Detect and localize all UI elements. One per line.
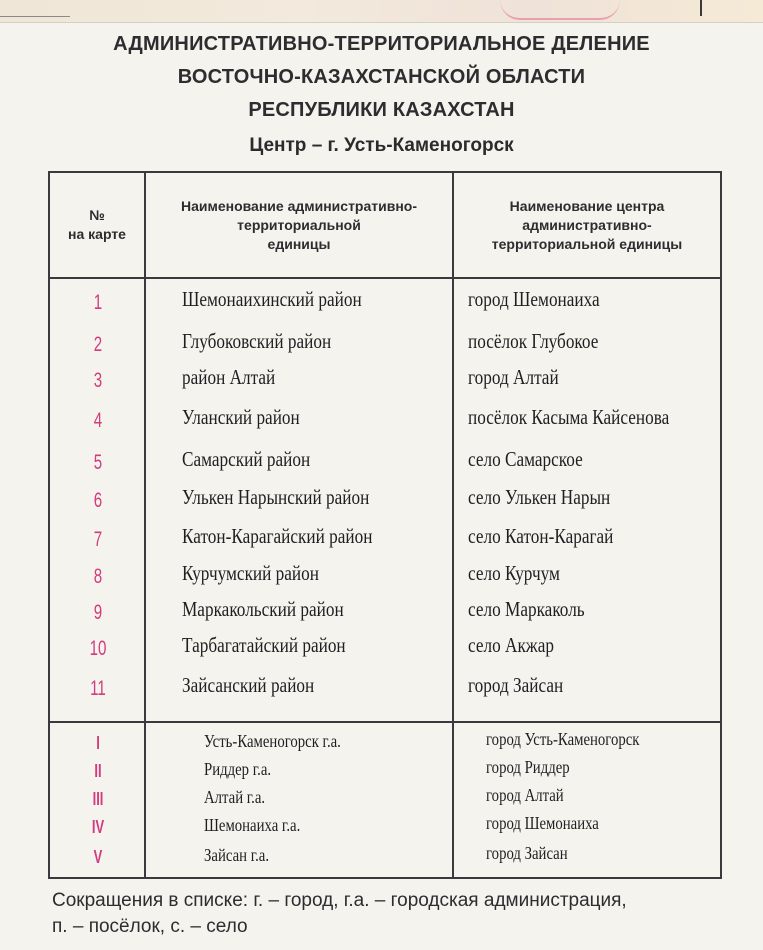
district-center: село Улькен Нарын bbox=[468, 485, 611, 509]
district-number: 5 bbox=[93, 451, 103, 474]
district-center: село Маркаколь bbox=[468, 597, 585, 621]
city-number: I bbox=[96, 733, 100, 753]
title-line-3: РЕСПУБЛИКИ КАЗАХСТАН bbox=[248, 99, 515, 121]
title-line-1: АДМИНИСТРАТИВНО-ТЕРРИТОРИАЛЬНОЕ ДЕЛЕНИЕ bbox=[113, 33, 650, 55]
city-number: IV bbox=[91, 817, 105, 837]
district-center: село Акжар bbox=[468, 633, 554, 657]
city-admin-name: Риддер г.а. bbox=[204, 759, 272, 779]
city-center: город Шемонаиха bbox=[486, 813, 599, 833]
district-number: 6 bbox=[93, 489, 103, 512]
city-center: город Алтай bbox=[486, 785, 564, 805]
district-number: 4 bbox=[93, 409, 103, 432]
district-center: село Самарское bbox=[468, 447, 583, 471]
subtitle-center: Центр – г. Усть-Каменогорск bbox=[249, 135, 514, 156]
district-name: Маркакольский район bbox=[182, 597, 344, 621]
district-number: 11 bbox=[90, 677, 106, 700]
district-center: город Зайсан bbox=[468, 673, 564, 697]
city-admin-name: Зайсан г.а. bbox=[204, 845, 270, 865]
header-unit-name: Наименование административно- территориальной единицы bbox=[180, 197, 418, 252]
header-center-name: Наименование центра административно- территориальной единицы bbox=[491, 197, 683, 252]
district-center: город Шемонаиха bbox=[468, 287, 600, 311]
district-number: 3 bbox=[93, 369, 103, 392]
district-name: Самарский район bbox=[182, 447, 311, 471]
header-divider bbox=[50, 277, 720, 279]
city-admin-name: Шемонаиха г.а. bbox=[204, 815, 301, 835]
city-center: город Усть-Каменогорск bbox=[486, 729, 640, 749]
title-line-2: ВОСТОЧНО-КАЗАХСТАНСКОЙ ОБЛАСТИ bbox=[177, 66, 586, 88]
city-center: город Риддер bbox=[486, 757, 570, 777]
district-number: 8 bbox=[93, 565, 103, 588]
city-center: город Зайсан bbox=[486, 843, 568, 863]
abbreviations-note: Сокращения в списке: г. – город, г.а. – городская администрация, п. – посёлок, с. – село bbox=[52, 890, 627, 937]
district-name: Тарбагатайский район bbox=[182, 633, 346, 657]
district-number: 1 bbox=[93, 291, 103, 314]
district-name: район Алтай bbox=[182, 365, 276, 389]
district-name: Зайсанский район bbox=[182, 673, 315, 697]
district-center: село Катон-Карагай bbox=[468, 524, 614, 548]
title-block bbox=[0, 28, 763, 162]
district-number: 10 bbox=[89, 637, 107, 660]
admin-table bbox=[48, 171, 722, 879]
district-name: Шемонаихинский район bbox=[182, 287, 362, 311]
map-line bbox=[500, 0, 620, 20]
district-center: посёлок Глубокое bbox=[468, 329, 599, 353]
city-number: V bbox=[93, 847, 103, 867]
section-divider bbox=[50, 721, 720, 723]
district-name: Катон-Карагайский район bbox=[182, 524, 373, 548]
district-center: село Курчум bbox=[468, 561, 560, 585]
district-name: Уланский район bbox=[182, 405, 300, 429]
map-line bbox=[640, 0, 702, 16]
district-name: Курчумский район bbox=[182, 561, 319, 585]
city-admin-name: Усть-Каменогорск г.а. bbox=[204, 731, 341, 751]
header-number: № на карте bbox=[68, 207, 126, 242]
district-number: 7 bbox=[93, 528, 103, 551]
district-center: город Алтай bbox=[468, 365, 559, 389]
city-number: III bbox=[92, 789, 104, 809]
map-line bbox=[0, 0, 70, 17]
city-number: II bbox=[94, 761, 102, 781]
district-name: Глубоковский район bbox=[182, 329, 332, 353]
map-fragment bbox=[0, 0, 763, 23]
district-number: 2 bbox=[93, 333, 103, 356]
district-center: посёлок Касыма Кайсенова bbox=[468, 405, 670, 429]
district-number: 9 bbox=[93, 601, 103, 624]
district-name: Улькен Нарынский район bbox=[182, 485, 370, 509]
city-admin-name: Алтай г.а. bbox=[204, 787, 266, 807]
